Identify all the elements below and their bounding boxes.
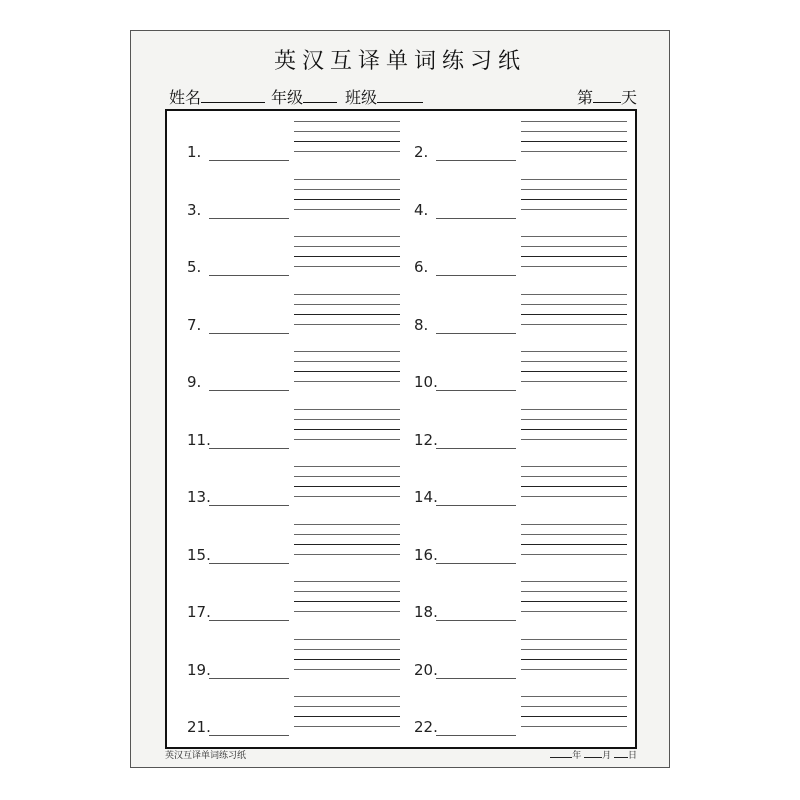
footer-month-label: 月 [602,751,612,761]
item-number: 11. [187,430,211,449]
student-info-row [169,85,637,107]
word-answer-line[interactable] [436,620,516,621]
exercise-item [187,466,413,518]
writing-guide-line[interactable] [521,554,627,555]
word-answer-line[interactable] [436,160,516,161]
writing-guide-line[interactable] [294,409,400,410]
writing-guide-line[interactable] [521,131,627,132]
grade-label: 年级 [271,88,304,107]
exercise-item [187,696,413,748]
exercise-item [414,466,640,518]
writing-guide-line[interactable] [294,534,400,535]
word-answer-line[interactable] [436,275,516,276]
name-label: 姓名 [169,88,202,107]
day-suffix: 天 [620,88,637,107]
writing-guide-line[interactable] [521,669,627,670]
class-field [345,85,423,108]
item-number: 16. [414,545,438,564]
item-number: 5. [187,258,202,276]
exercise-item [187,581,413,633]
writing-guide-line[interactable] [521,121,627,122]
footer-day-blank[interactable] [614,748,628,758]
writing-guide-line[interactable] [294,696,400,697]
item-number: 4. [414,200,429,219]
class-label: 班级 [345,88,378,107]
word-answer-line[interactable] [209,735,289,736]
writing-guide-line[interactable] [294,496,400,497]
footer-title: 英汉互译单词练习纸 [165,751,247,761]
writing-guide-line[interactable] [294,371,400,372]
writing-guide-line[interactable] [294,659,400,660]
exercise-item [414,409,640,461]
writing-guide-line[interactable] [521,294,627,295]
item-number: 3. [187,200,202,219]
word-answer-line[interactable] [209,563,289,564]
word-answer-line[interactable] [209,333,289,334]
exercise-item [187,409,413,461]
writing-guide-line[interactable] [294,601,400,602]
writing-guide-line[interactable] [294,669,400,670]
writing-guide-line[interactable] [294,486,400,487]
exercise-item [414,696,640,748]
writing-guide-line[interactable] [521,236,627,237]
writing-guide-line[interactable] [521,466,627,467]
writing-guide-line[interactable] [294,304,400,305]
writing-guide-line[interactable] [521,611,627,612]
writing-guide-line[interactable] [294,554,400,555]
writing-guide-line[interactable] [521,601,627,602]
grade-blank[interactable] [303,86,337,103]
writing-guide-line[interactable] [521,179,627,180]
word-answer-line[interactable] [209,390,289,391]
writing-guide-line[interactable] [521,151,627,152]
writing-guide-line[interactable] [521,591,627,592]
writing-guide-line[interactable] [294,591,400,592]
exercise-item [414,179,640,231]
exercise-item [414,639,640,691]
word-answer-line[interactable] [436,678,516,679]
worksheet-title: 英汉互译单词练习纸 [273,49,526,74]
writing-guide-line[interactable] [521,361,627,362]
exercise-item [414,581,640,633]
exercise-item [187,294,413,346]
name-field [169,85,265,108]
writing-guide-line[interactable] [521,649,627,650]
item-number: 21. [187,718,211,736]
exercise-frame [165,109,637,749]
writing-guide-line[interactable] [294,131,400,132]
writing-guide-line[interactable] [294,716,400,717]
writing-guide-line[interactable] [521,639,627,640]
page-footer [165,748,637,762]
writing-guide-line[interactable] [521,409,627,410]
item-number: 18. [414,603,438,621]
writing-guide-line[interactable] [294,466,400,467]
writing-guide-line[interactable] [521,314,627,315]
writing-guide-line[interactable] [521,524,627,525]
worksheet-page [130,30,670,768]
writing-guide-line[interactable] [294,209,400,210]
item-number: 2. [414,143,429,161]
word-answer-line[interactable] [209,218,289,219]
writing-guide-line[interactable] [294,476,400,477]
writing-guide-line[interactable] [521,581,627,582]
writing-guide-line[interactable] [521,324,627,325]
item-number: 19. [187,660,211,679]
writing-guide-line[interactable] [294,151,400,152]
footer-day-label: 日 [627,751,637,761]
writing-guide-line[interactable] [294,199,400,200]
item-number: 20. [414,660,438,679]
exercise-item [414,351,640,403]
writing-guide-line[interactable] [294,649,400,650]
writing-guide-line[interactable] [294,256,400,257]
item-number: 1. [187,143,202,161]
writing-guide-line[interactable] [294,611,400,612]
exercise-item [187,524,413,576]
exercise-item [414,121,640,173]
writing-guide-line[interactable] [294,524,400,525]
writing-guide-line[interactable] [294,726,400,727]
writing-guide-line[interactable] [294,544,400,545]
item-number: 17. [187,603,211,621]
writing-guide-line[interactable] [521,351,627,352]
writing-guide-line[interactable] [521,381,627,382]
writing-guide-line[interactable] [294,419,400,420]
writing-guide-line[interactable] [294,314,400,315]
writing-guide-line[interactable] [521,659,627,660]
item-number: 10. [414,373,438,391]
writing-guide-line[interactable] [521,496,627,497]
writing-guide-line[interactable] [521,141,627,142]
writing-guide-line[interactable] [521,189,627,190]
day-field [577,85,637,108]
writing-guide-line[interactable] [521,534,627,535]
item-number: 22. [414,718,438,736]
item-number: 13. [187,488,211,506]
class-blank[interactable] [377,86,423,103]
writing-guide-line[interactable] [521,256,627,257]
writing-guide-line[interactable] [294,141,400,142]
writing-guide-line[interactable] [294,429,400,430]
word-answer-line[interactable] [436,735,516,736]
writing-guide-line[interactable] [521,429,627,430]
writing-guide-line[interactable] [294,324,400,325]
word-answer-line[interactable] [209,505,289,506]
writing-guide-line[interactable] [521,706,627,707]
writing-guide-line[interactable] [294,581,400,582]
writing-guide-line[interactable] [294,236,400,237]
writing-guide-line[interactable] [521,371,627,372]
writing-guide-line[interactable] [521,419,627,420]
exercise-item [187,236,413,288]
exercise-item [187,121,413,173]
word-answer-line[interactable] [436,390,516,391]
item-number: 12. [414,430,438,449]
writing-guide-line[interactable] [521,199,627,200]
word-answer-line[interactable] [209,620,289,621]
writing-guide-line[interactable] [294,381,400,382]
item-number: 14. [414,488,438,506]
day-prefix: 第 [576,88,593,107]
exercise-item [187,179,413,231]
item-number: 9. [187,373,202,391]
writing-guide-line[interactable] [294,189,400,190]
writing-guide-line[interactable] [294,361,400,362]
grade-field [271,85,337,108]
exercise-item [187,351,413,403]
writing-guide-line[interactable] [294,639,400,640]
writing-guide-line[interactable] [521,246,627,247]
writing-guide-line[interactable] [294,266,400,267]
word-answer-line[interactable] [436,333,516,334]
footer-year-label: 年 [572,751,582,761]
item-number: 6. [414,258,429,276]
writing-guide-line[interactable] [521,696,627,697]
writing-guide-line[interactable] [521,304,627,305]
footer-date [550,748,637,761]
writing-guide-line[interactable] [521,439,627,440]
word-answer-line[interactable] [436,448,516,449]
footer-year-blank[interactable] [550,748,572,758]
item-number: 8. [414,315,429,334]
name-blank[interactable] [201,86,265,103]
writing-guide-line[interactable] [294,179,400,180]
writing-guide-line[interactable] [521,209,627,210]
footer-month-blank[interactable] [584,748,602,758]
exercise-item [187,639,413,691]
day-blank[interactable] [593,86,621,103]
writing-guide-line[interactable] [521,266,627,267]
word-answer-line[interactable] [209,448,289,449]
exercise-item [414,236,640,288]
word-answer-line[interactable] [436,505,516,506]
writing-guide-line[interactable] [294,439,400,440]
item-number: 7. [187,315,202,334]
word-answer-line[interactable] [209,160,289,161]
word-answer-line[interactable] [436,218,516,219]
word-answer-line[interactable] [436,563,516,564]
exercise-item [414,294,640,346]
word-answer-line[interactable] [209,275,289,276]
writing-guide-line[interactable] [521,726,627,727]
writing-guide-line[interactable] [521,716,627,717]
exercise-item [414,524,640,576]
item-number: 15. [187,545,211,564]
writing-guide-line[interactable] [294,706,400,707]
writing-guide-line[interactable] [294,294,400,295]
writing-guide-line[interactable] [294,351,400,352]
writing-guide-line[interactable] [294,246,400,247]
writing-guide-line[interactable] [294,121,400,122]
word-answer-line[interactable] [209,678,289,679]
writing-guide-line[interactable] [521,486,627,487]
writing-guide-line[interactable] [521,476,627,477]
writing-guide-line[interactable] [521,544,627,545]
